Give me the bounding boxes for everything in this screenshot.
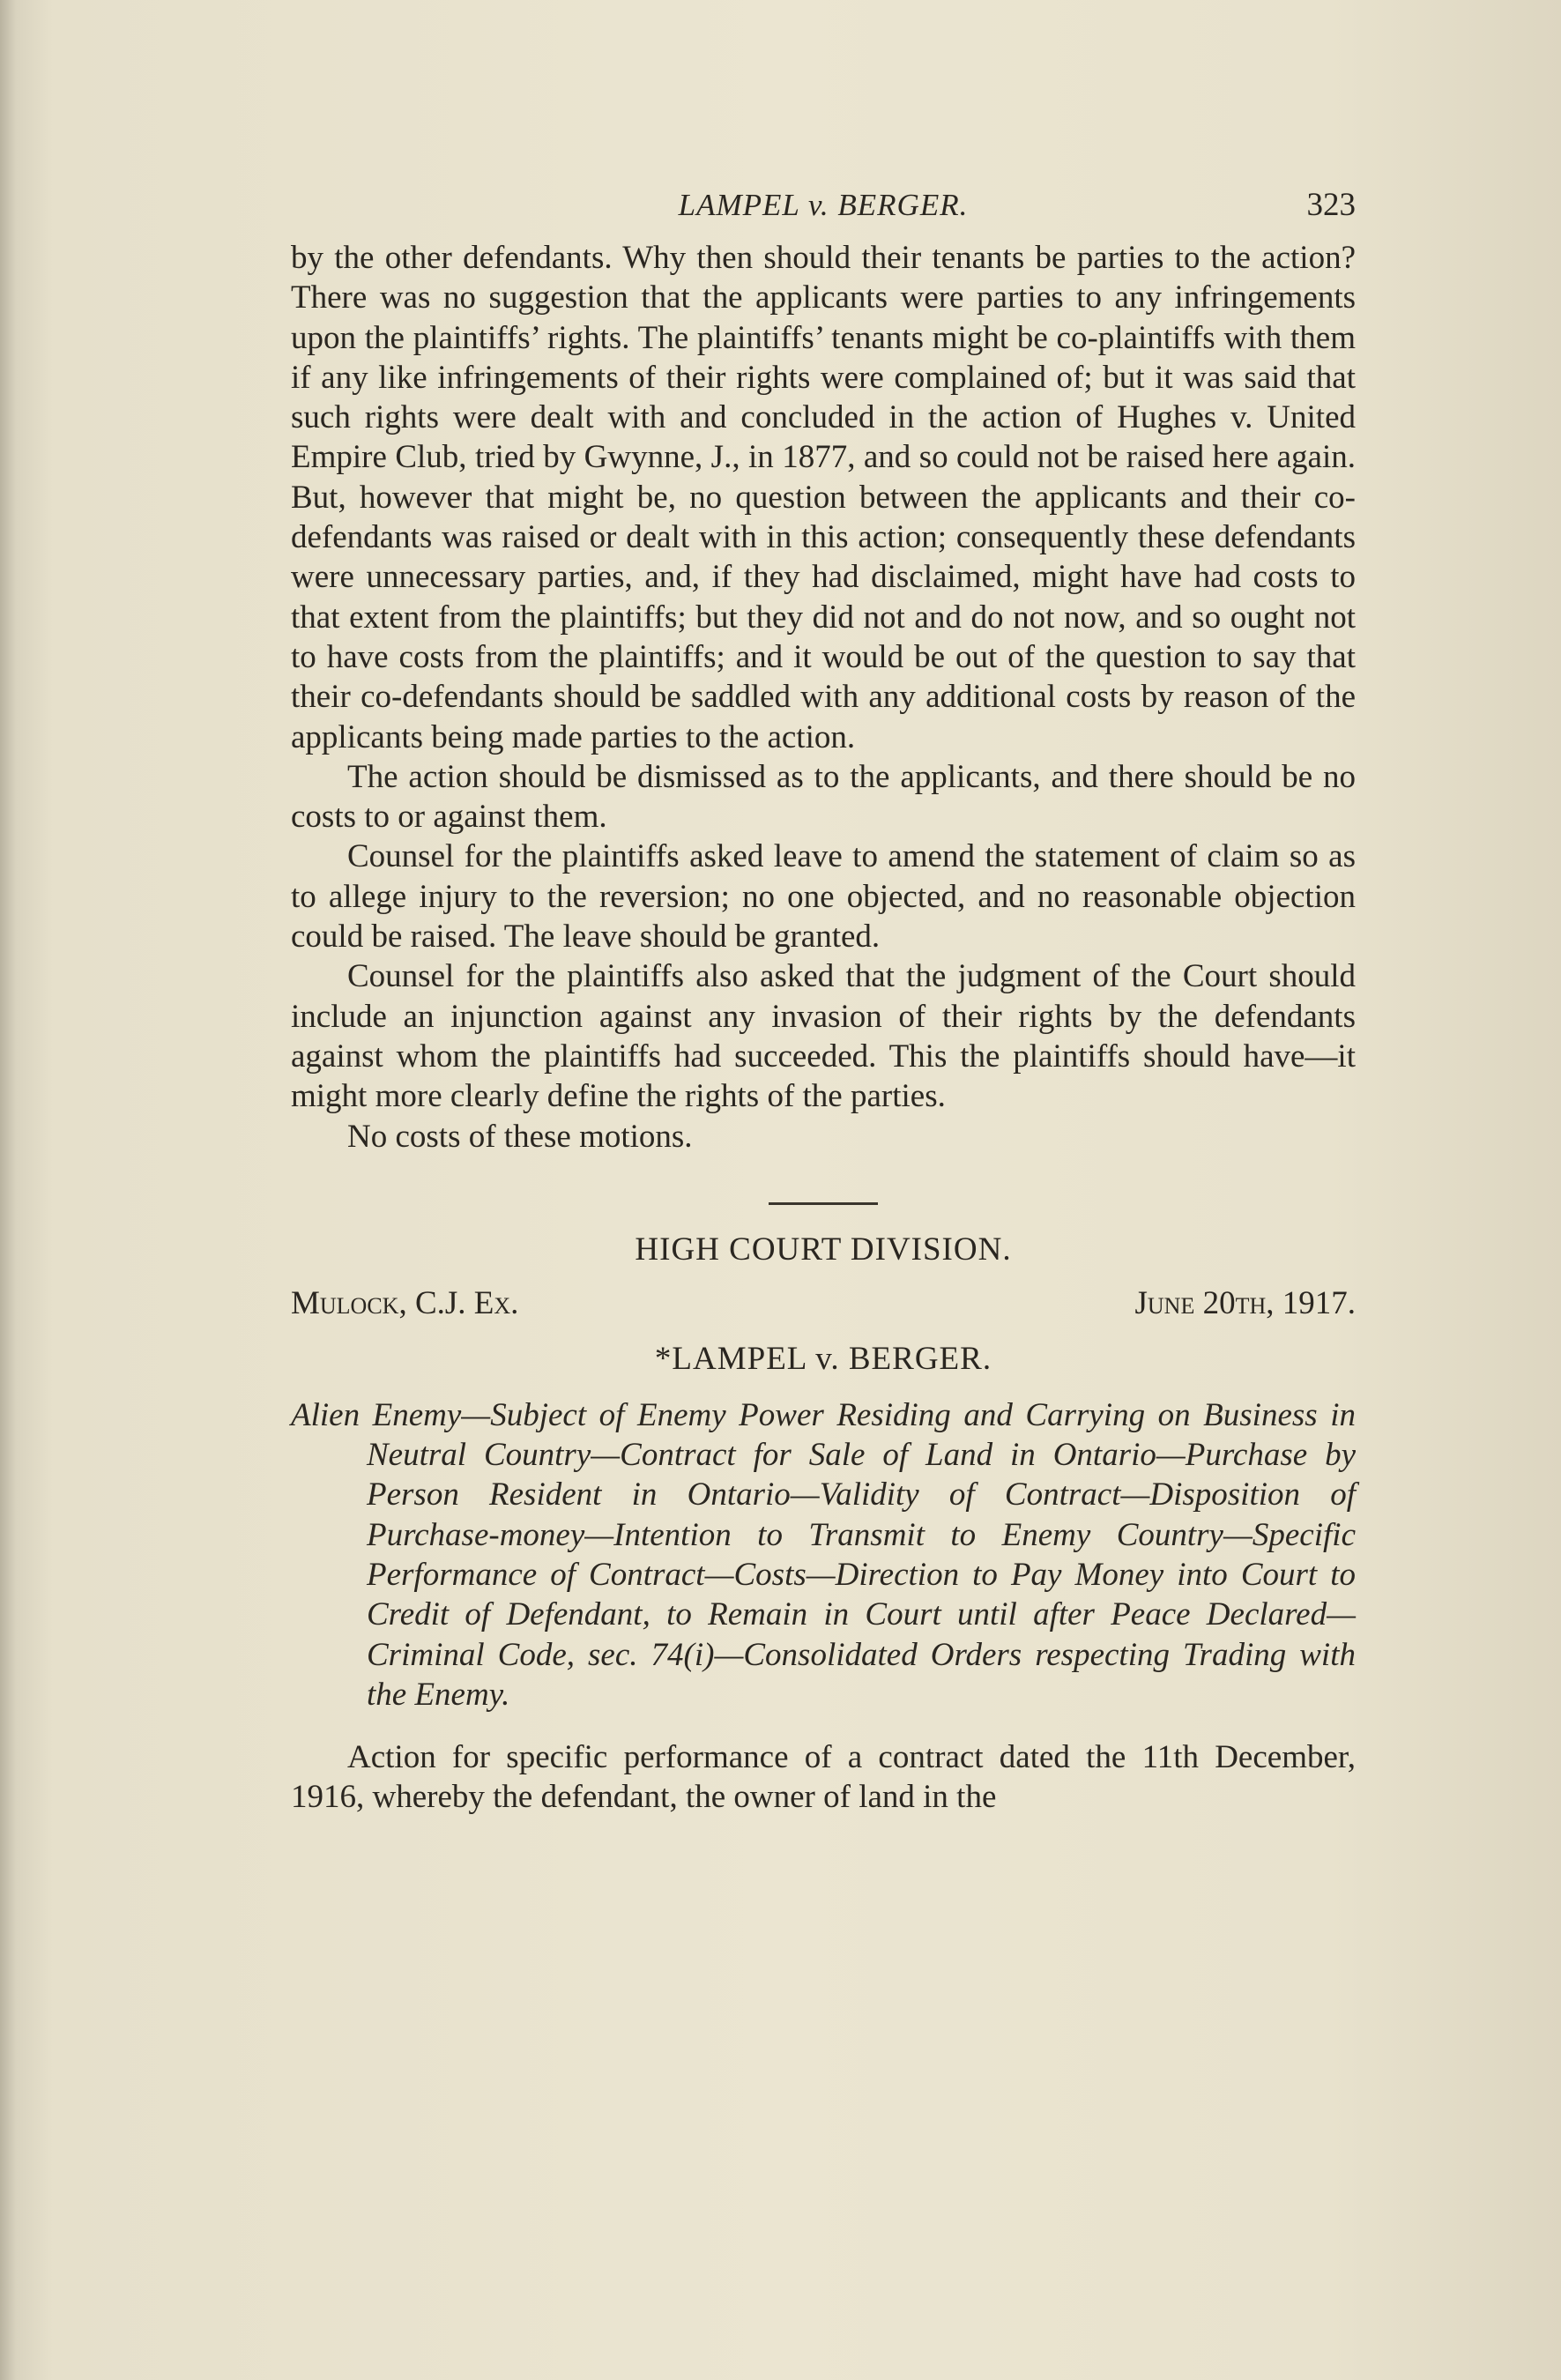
- page-header: [291, 185, 1356, 238]
- case-title: *LAMPEL v. BERGER.: [654, 1341, 992, 1378]
- section-divider: [769, 1202, 878, 1205]
- division-heading: HIGH COURT DIVISION.: [635, 1231, 1012, 1268]
- paragraph-continuation: by the other defendants. Why then should their tenants be parties to the action? There was no suggestion that the applicants were parties to any infringements upon the plaintiffs’ rights. The plaintiffs’ tenants might be co-plaintiffs with them if any like infringements of their rights were complained of; but it was said that such rights were dealt with and concluded in the action of Hughes v. United Empire Club, tried by Gwynne, J., in 1877, and so could not be raised here again. But, however that might be, no question between the applicants and their co-defendants was raised or dealt with in this action; consequently these defendants were unnecessary parties, and, if they had disclaimed, might have had costs to that extent from the plaintiffs; but they did not and do not now, and so ought not to have costs from the plaintiffs; and it would be out of the question to say that their co-defendants should be saddled with any additional costs by reason of the applicants being made parties to the action.: [291, 240, 1356, 755]
- judgment-date: June 20th, 1917.: [1134, 1285, 1356, 1322]
- page-number: 323: [1306, 187, 1356, 223]
- paragraph-dismissal: The action should be dismissed as to the applicants, and there should be no costs to or against them.: [291, 758, 1356, 836]
- paragraph-amend-claim: Counsel for the plaintiffs asked leave to amend the statement of claim so as to allege injury to the reversion; no one objected, and no reasonable objection could be raised. The leave should be granted.: [291, 838, 1356, 956]
- paragraph-no-costs: No costs of these motions.: [347, 1118, 693, 1155]
- headnote: Alien Enemy—Subject of Enemy Power Residing and Carrying on Business in Neutral Country—Contract for Sale of Land in Ontario—Purchase by Person Resident in Ontario—Validity of Contract—Disposition of Purchase-money—Intention to Transmit to Enemy Country—Specific Performance of Contract—Costs—Direction to Pay Money into Court to Credit of Defendant, to Remain in Court until after Peace Declared—Criminal Code, sec. 74(i)—Consolidated Orders respecting Trading with the Enemy.: [291, 1396, 1356, 1713]
- running-head: LAMPEL v. BERGER.: [678, 188, 969, 222]
- page-content: [291, 185, 1356, 1818]
- paragraph-action-opening: Action for specific performance of a contract dated the 11th December, 1916, whereby the defendant, the owner of land in the: [291, 1739, 1356, 1816]
- judge-name: Mulock, C.J. Ex.: [291, 1285, 519, 1322]
- paragraph-injunction: Counsel for the plaintiffs also asked that the judgment of the Court should include an injunction against any invasion of their rights by the defendants against whom the plaintiffs had succeeded. This the plaintiffs should have—it might more clearly define the rights of the parties.: [291, 958, 1356, 1115]
- judge-date-line: [291, 1283, 1356, 1323]
